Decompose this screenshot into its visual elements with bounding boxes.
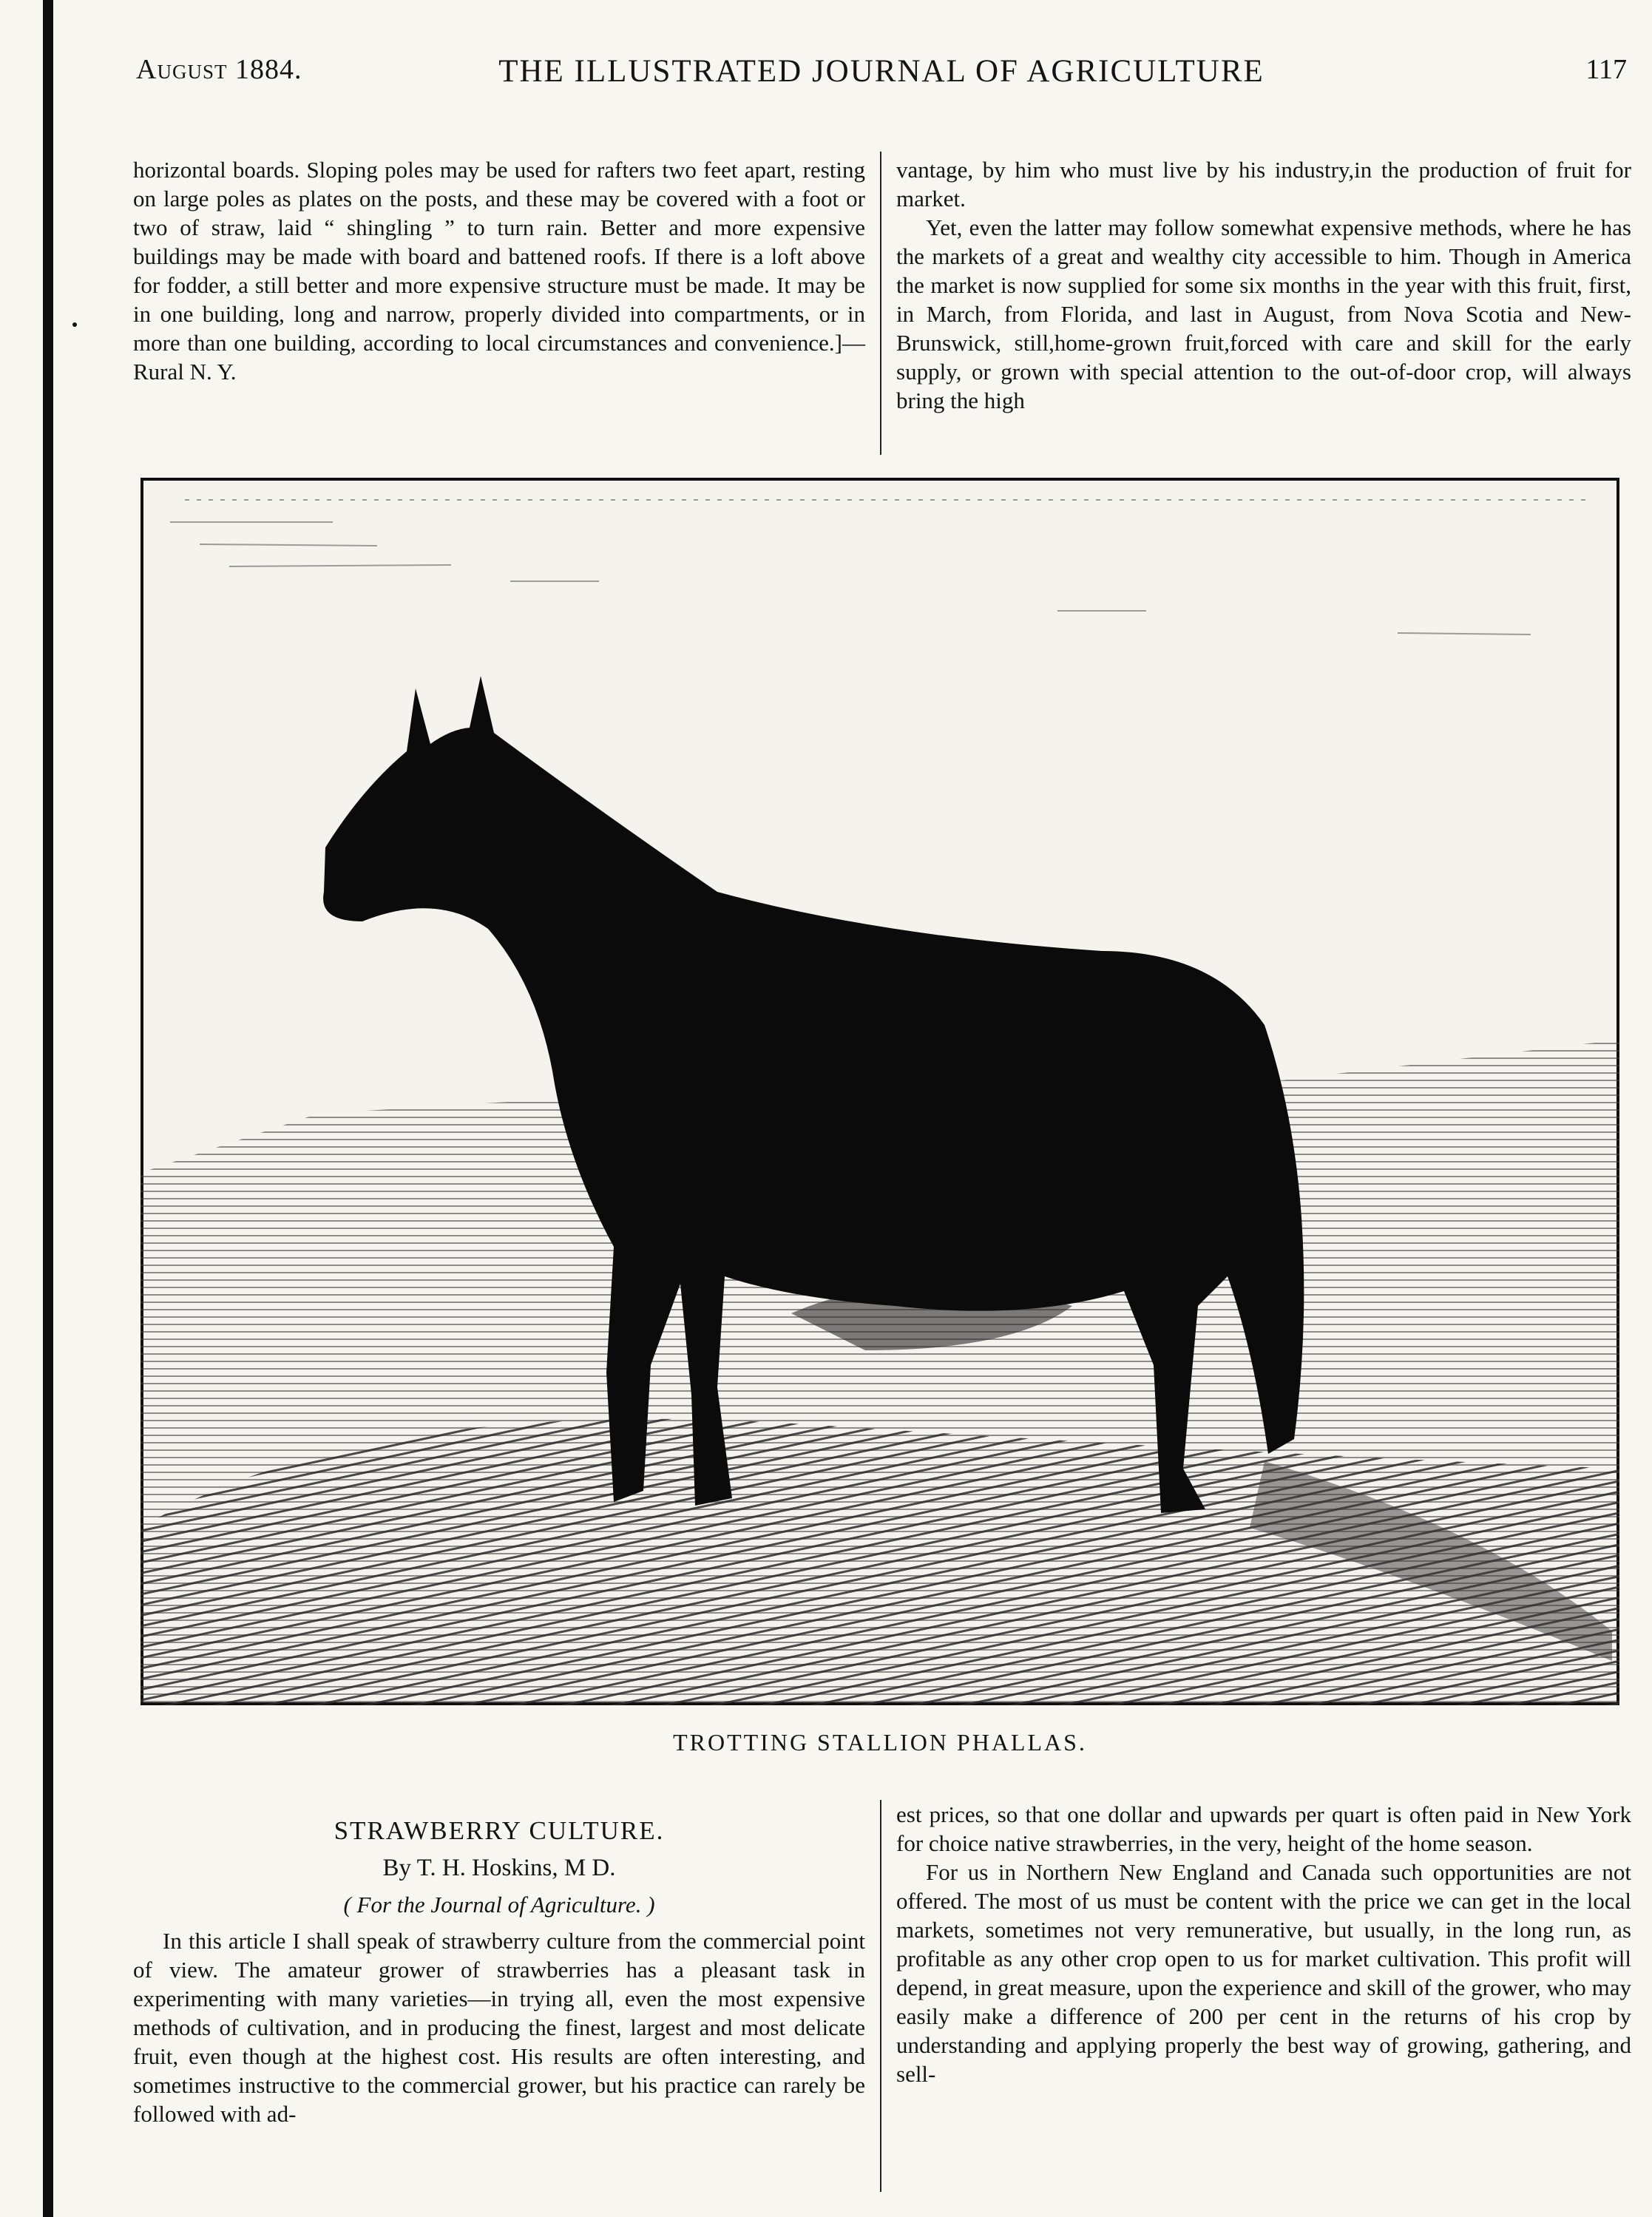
page-number: 117 [1585,54,1627,85]
illustration-caption: TROTTING STALLION PHALLAS. [673,1729,1087,1756]
article-title: STRAWBERRY CULTURE. [334,1816,665,1845]
article-right-column [896,1800,1631,2088]
top-left-column [133,155,865,386]
page-edge-bar [43,0,53,2217]
journal-title: THE ILLUSTRATED JOURNAL OF AGRICULTURE [498,54,1265,89]
article-source-note: ( For the Journal of Agriculture. ) [343,1891,655,1918]
issue-date: August 1884. [136,54,302,85]
paragraph: est prices, so that one dollar and upwards per quart is often paid in New York for choice native strawberries, in the very, height of the home season. [896,1801,1631,1857]
margin-dot [72,322,77,327]
horse-engraving [141,478,1619,1705]
paragraph: horizontal boards. Sloping poles may be used for rafters two feet apart, resting on large poles as plates on the posts, and these may be covered with a foot or two of straw, laid “ shingling ” to turn rain. Better and more expensive buildings may be made with board and battened roofs. If there is a loft above for fodder, a still better and more expensive structure must be made. It may be in one building, long and narrow, properly divided into compartments, or in more than one building, according to local circumstances and convenience.]—Rural N. Y. [133,157,865,385]
paragraph: vantage, by him who must live by his industry,in the production of fruit for market. [896,157,1631,212]
paragraph: In this article I shall speak of strawberry culture from the commercial point of view. The amateur grower of strawberries has a pleasant task in experimenting with many varieties—in trying all, even the most expensive methods of cultivation, and in producing the finest, largest and most delicate fruit, even though at the highest cost. His results are often interesting, and sometimes instructive to the commercial grower, but his practice can rarely be followed with ad- [133,1927,865,2127]
article-byline: By T. H. Hoskins, M D. [382,1855,616,1882]
paragraph: For us in Northern New England and Canada such opportunities are not offered. The most of us must be content with the price we can get in the local markets, sometimes not very remunerative, but usually, in the long run, as profitable as any other crop open to us for market cultivation. This profit will depend, in great measure, upon the experience and skill of the grower, who may easily make a difference of 200 per cent in the returns of his crop by understanding and applying properly the best way of growing, gathering, and sell- [896,1859,1631,2088]
paragraph: Yet, even the latter may follow somewhat expensive methods, where he has the markets of a great and wealthy city accessible to him. Though in America the market is now supplied for some six months in the year with this fruit, first, in March, from Florida, and last in August, from Nova Scotia and New-Brunswick, still,home-grown fruit,forced with care and skill for the early supply, or grown with special attention to the out-of-door crop, will always bring the high [896,214,1631,414]
top-right-column [896,155,1631,415]
column-divider [880,152,881,455]
running-header [136,53,1627,101]
column-divider [880,1800,881,2192]
article-left-column [133,1815,865,2128]
